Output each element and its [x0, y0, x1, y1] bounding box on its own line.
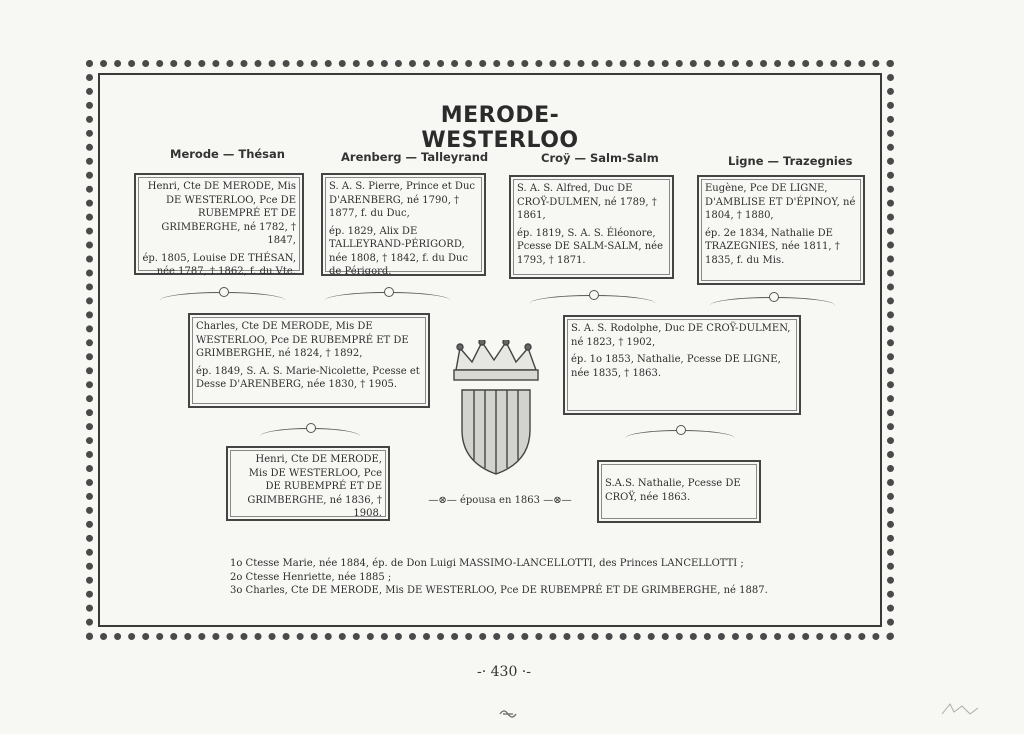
- connector-brace: [160, 292, 285, 302]
- page-number: -· 430 ·-: [477, 664, 531, 680]
- person-box-alfred-croy: [509, 175, 674, 279]
- person-birth-text: Henri, Cte DE MERODE, Mis DE WESTERLOO, Pce DE RUBEMPRÉ ET DE GRIMBERGHE, né 1782, † 1847,: [147, 181, 296, 246]
- connector-brace: [260, 428, 360, 438]
- family-heading-merode-thesan: Merode — Thésan: [170, 147, 285, 161]
- person-marriage-text: ép. 1849, S. A. S. Marie-Nicolette, Pcesse et Desse D'ARENBERG, née 1830, † 1905.: [196, 365, 420, 390]
- coat-of-arms-emblem: [446, 340, 546, 480]
- person-birth-text: S.A.S. Nathalie, Pcesse DE CROŸ, née 1863.: [605, 478, 741, 503]
- person-birth-text: Eugène, Pce DE LIGNE, D'AMBLISE ET D'ÉPINOY, né 1804, † 1880,: [705, 183, 856, 221]
- family-heading-croy-salm-salm: Croÿ — Salm-Salm: [541, 151, 659, 165]
- person-birth-text: S. A. S. Pierre, Prince et Duc D'ARENBERG, né 1790, † 1877, f. du Duc,: [329, 181, 475, 219]
- connector-brace: [325, 292, 450, 302]
- connector-brace: [710, 297, 835, 307]
- person-marriage-text: ép. 1805, Louise DE THÉSAN, née 1787, † 1862, f. du Vte.: [142, 252, 296, 277]
- person-box-rodolphe-croy: [563, 315, 801, 415]
- person-box-pierre-arenberg: [321, 173, 486, 276]
- flourish-ornament-icon: [499, 708, 517, 720]
- child-entry: 2o Ctesse Henriette, née 1885 ;: [230, 571, 392, 583]
- child-entry: 1o Ctesse Marie, née 1884, ép. de Don Luigi MASSIMO-LANCELLOTTI, des Princes LANCELLOTTI ;: [230, 558, 744, 569]
- person-birth-text: S. A. S. Alfred, Duc DE CROŸ-DULMEN, né 1789, † 1861,: [517, 183, 657, 221]
- person-box-henri-merode-1782: [134, 173, 304, 275]
- person-marriage-text: ép. 1829, Alix DE TALLEYRAND-PÉRIGORD, née 1808, † 1842, f. du Duc de Périgord.: [329, 225, 469, 277]
- child-entry: 3o Charles, Cte DE MERODE, Mis DE WESTERLOO, Pce DE RUBEMPRÉ ET DE GRIMBERGHE, né 1887.: [230, 585, 768, 596]
- person-box-eugene-ligne: [697, 175, 865, 285]
- person-marriage-text: ép. 1819, S. A. S. Éléonore, Pcesse DE SALM-SALM, née 1793, † 1871.: [517, 227, 664, 266]
- person-birth-text: Henri, Cte DE MERODE, Mis DE WESTERLOO, Pce DE RUBEMPRÉ ET DE GRIMBERGHE, né 1836, † 1908.: [247, 454, 382, 519]
- pencil-mark-icon: [940, 700, 980, 718]
- family-heading-ligne-trazegnies: Ligne — Trazegnies: [728, 154, 853, 168]
- person-marriage-text: ép. 2e 1834, Nathalie DE TRAZEGNIES, née 1811, † 1835, f. du Mis.: [705, 227, 840, 266]
- marriage-caption: —⊗— épousa en 1863 —⊗—: [428, 495, 572, 506]
- person-box-henri-merode-1836: [226, 446, 390, 521]
- person-birth-text: Charles, Cte DE MERODE, Mis DE WESTERLOO, Pce DE RUBEMPRÉ ET DE GRIMBERGHE, né 1824, † 1892,: [196, 321, 409, 359]
- person-box-charles-merode-1824: [188, 313, 430, 408]
- connector-brace: [625, 430, 735, 440]
- family-heading-arenberg-talleyrand: Arenberg — Talleyrand: [341, 150, 489, 164]
- person-birth-text: S. A. S. Rodolphe, Duc DE CROŸ-DULMEN, né 1823, † 1902,: [571, 323, 791, 348]
- connector-brace: [530, 295, 655, 305]
- person-marriage-text: ép. 1o 1853, Nathalie, Pcesse DE LIGNE, née 1835, † 1863.: [571, 354, 781, 379]
- children-list: [230, 557, 830, 598]
- page-title: MERODE-WESTERLOO: [421, 103, 579, 153]
- person-box-nathalie-croy: [597, 460, 761, 523]
